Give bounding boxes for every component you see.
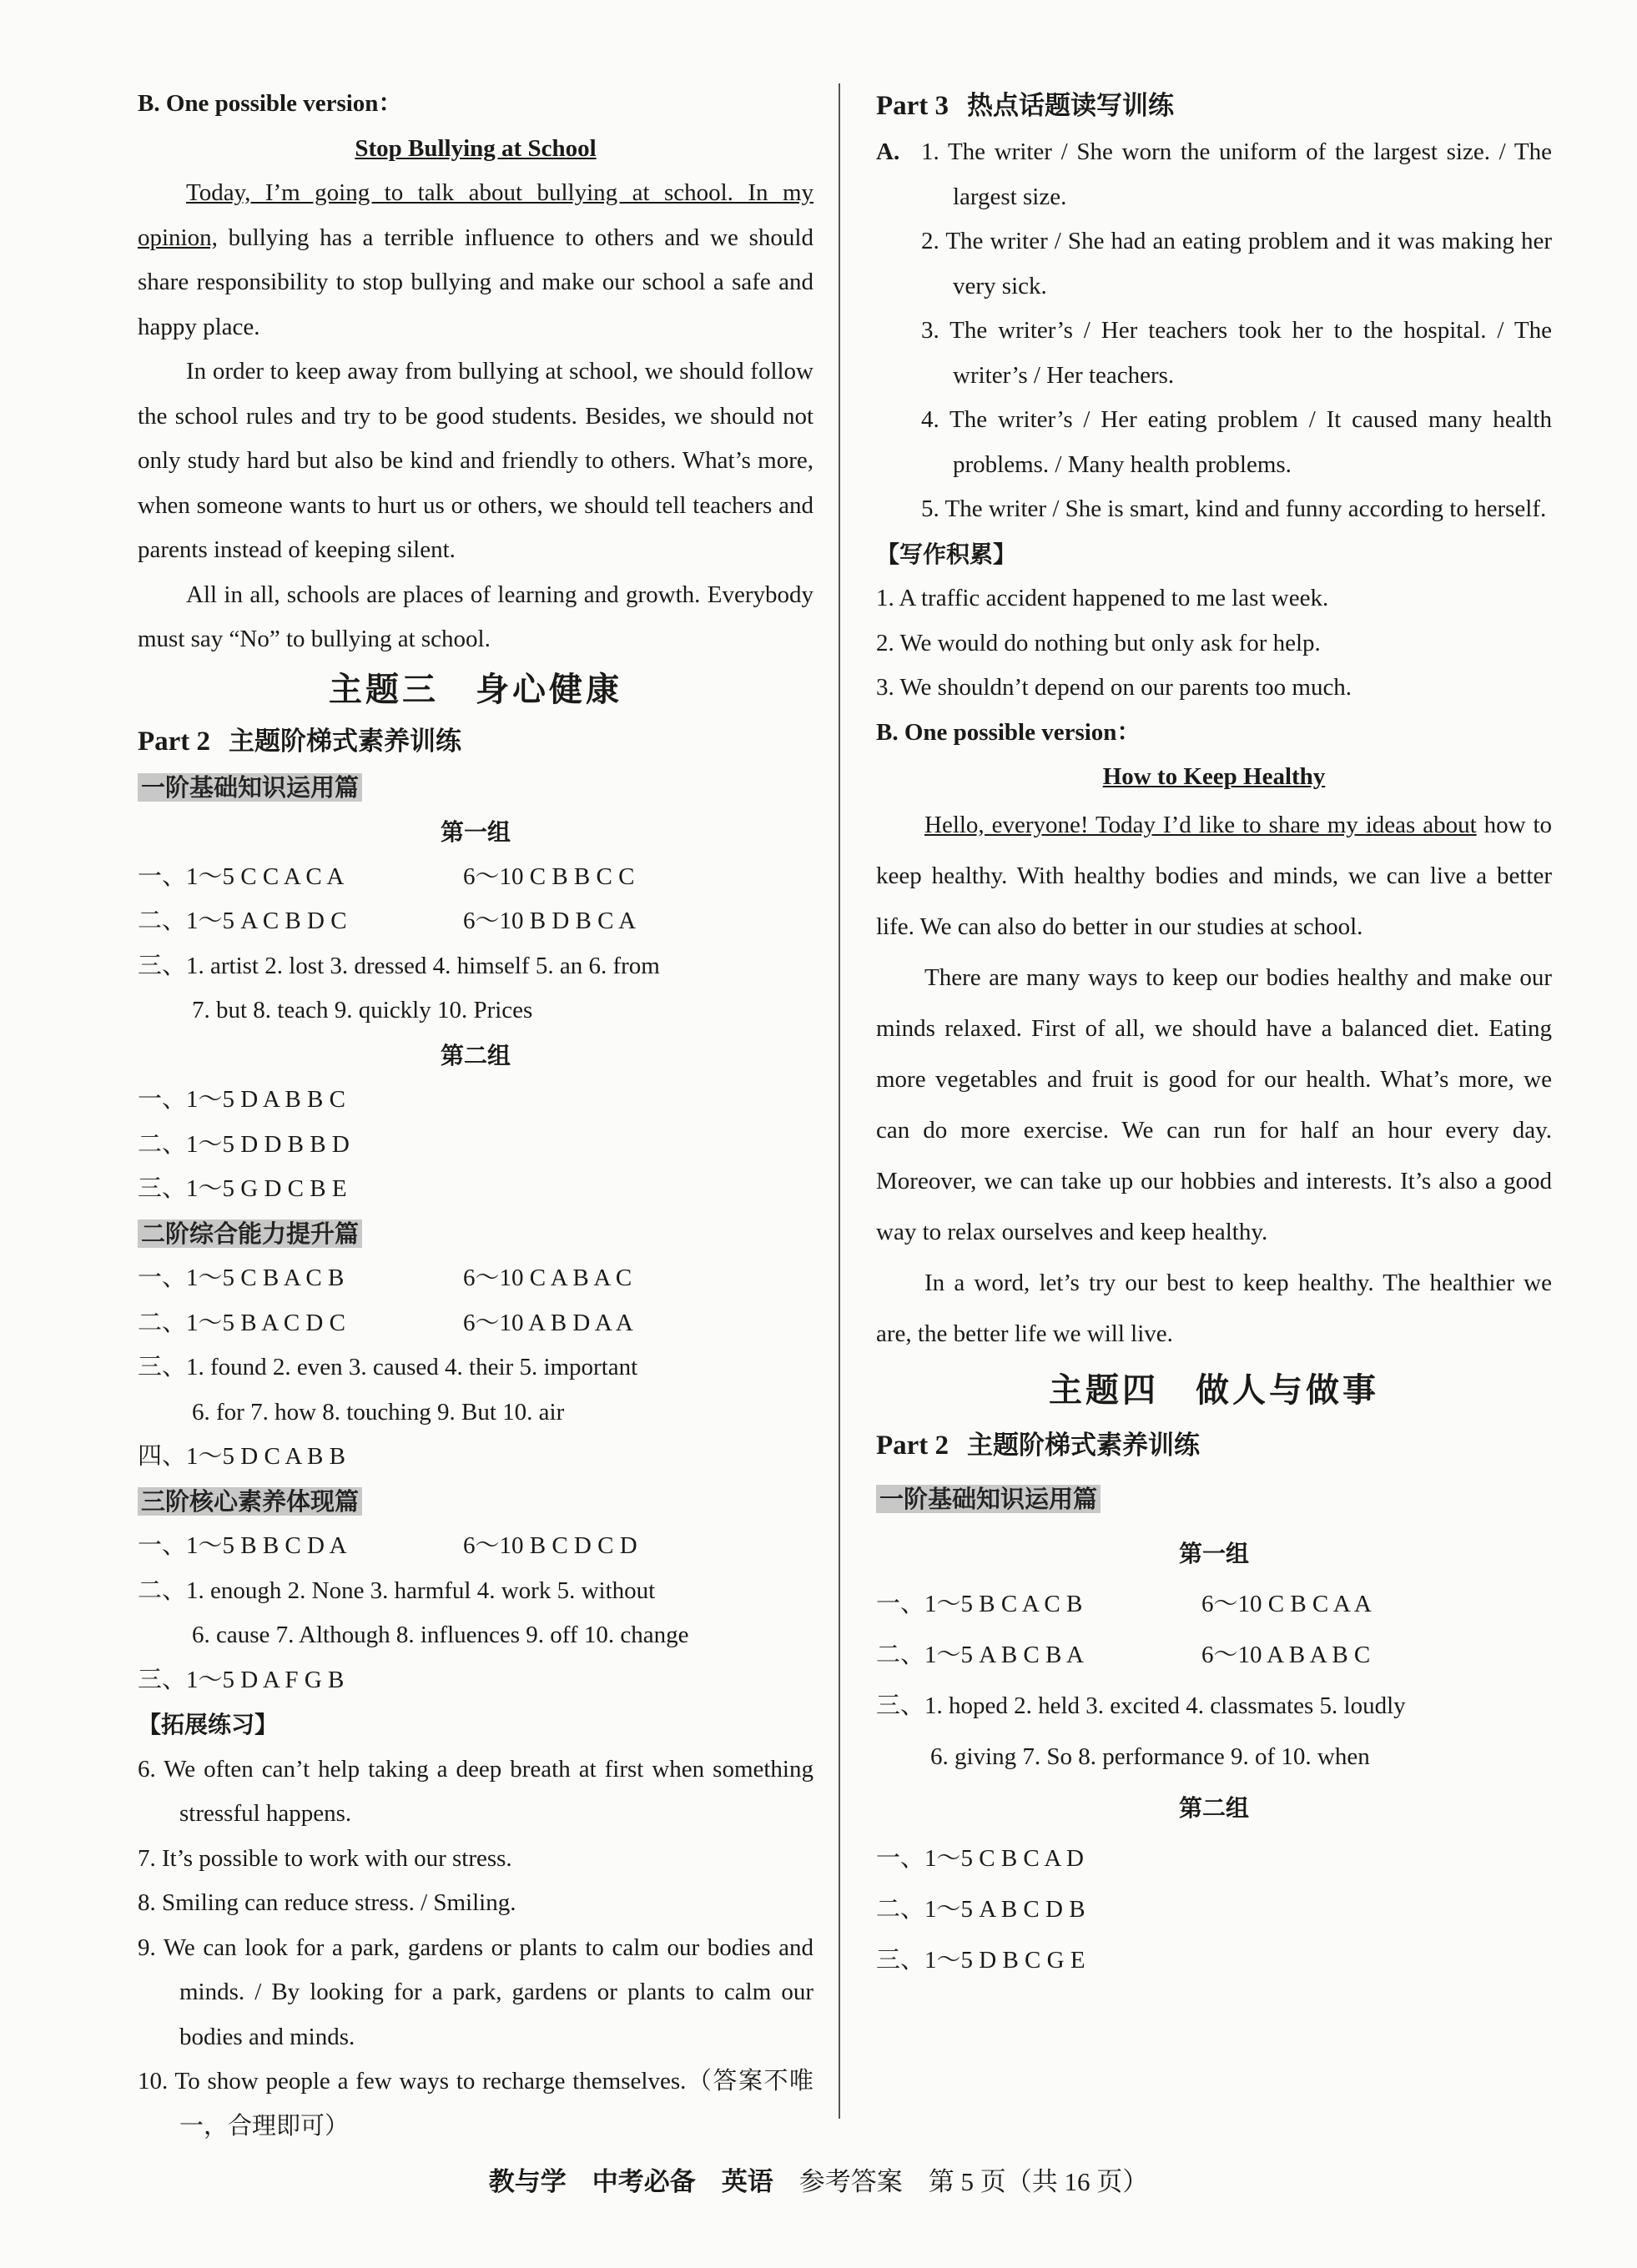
- level-heading: [138, 1212, 813, 1257]
- answer-row: 四、1～5 D C A B B: [138, 1443, 345, 1470]
- item-text: To show people a few ways to recharge themselves.（答案不唯一，合理即可）: [174, 2068, 813, 2140]
- part-label: Part 2: [138, 726, 211, 757]
- answer-row: [138, 855, 813, 900]
- item-text: The writer’s / Her eating problem / It caused many health problems. / Many health problems.: [949, 406, 1552, 478]
- extension-item: [138, 1926, 813, 2060]
- answer-part: 6～10 C A B A C: [463, 1265, 632, 1291]
- item-text: We can look for a park, gardens or plants to calm our bodies and minds. / By looking for a park, gardens or plants to calm our bodies and minds.: [163, 1934, 813, 2050]
- group-heading: 第一组: [440, 818, 511, 846]
- answer-row: 三、1. found 2. even 3. caused 4. their 5. important: [138, 1354, 638, 1380]
- a-item: [876, 219, 1552, 309]
- level-heading: [876, 1470, 1552, 1528]
- column-divider: [839, 83, 840, 2119]
- answer-row: 一、1～5 C B C A D: [876, 1844, 1084, 1872]
- answer-row: 二、1～5 A B C D B: [876, 1895, 1085, 1923]
- part-label: Part 2: [876, 1430, 949, 1461]
- extension-item: [138, 1837, 813, 1882]
- essay-title: Stop Bullying at School: [355, 134, 597, 162]
- level-label: 一阶基础知识运用篇: [876, 1485, 1101, 1513]
- essay-paragraph-1: [138, 171, 813, 350]
- item-text: The writer / She worn the uniform of the largest size. / The largest size.: [947, 138, 1552, 210]
- answer-row: 6. cause 7. Although 8. influences 9. off 10. change: [192, 1622, 689, 1648]
- answer-part: 6～10 B C D C D: [463, 1532, 637, 1559]
- item-number: 1.: [921, 138, 939, 165]
- a-item: [876, 309, 1552, 398]
- left-column: [138, 82, 813, 2149]
- answer-row: 7. but 8. teach 9. quickly 10. Prices: [192, 997, 533, 1023]
- right-column: [876, 82, 1552, 1986]
- answer-row: 二、1～5 D D B B D: [138, 1130, 350, 1158]
- group-heading: 第二组: [440, 1041, 511, 1069]
- section-a-label: A.: [876, 138, 900, 165]
- essay-title: How to Keep Healthy: [1102, 763, 1326, 790]
- answer-part: 6～10 B D B C A: [463, 908, 637, 934]
- extension-item: [138, 1748, 813, 1837]
- answer-row: 三、1～5 G D C B E: [138, 1175, 347, 1202]
- footer-page-info: 参考答案 第 5 页（共 16 页）: [798, 2167, 1149, 2196]
- answer-part: 一、1～5 C C A C A: [138, 862, 345, 890]
- part-heading: [876, 82, 1552, 130]
- section-b-label: B. One possible version：: [876, 718, 1141, 746]
- item-number: 6.: [138, 1755, 156, 1783]
- extension-label: 【拓展练习】: [138, 1711, 279, 1738]
- level-label: 三阶核心素养体现篇: [138, 1487, 362, 1516]
- writing-item: 3. We shouldn’t depend on our parents too much.: [876, 674, 1352, 701]
- essay-underlined-opening: Today, I’m going to talk about bullying at school. In my opinion,: [138, 179, 813, 251]
- page-footer: [0, 2160, 1637, 2198]
- answer-row: 三、1～5 D A F G B: [138, 1666, 345, 1693]
- topic-heading: 主题四 做人与做事: [1049, 1370, 1379, 1409]
- extension-item: [138, 2059, 813, 2149]
- level-heading: [138, 766, 813, 811]
- answer-part: 6～10 C B B C C: [463, 862, 635, 890]
- item-text: The writer’s / Her teachers took her to the hospital. / The writer’s / Her teachers.: [949, 317, 1552, 389]
- section-b-label: B. One possible version：: [138, 90, 403, 117]
- topic-heading: 主题三 身心健康: [329, 670, 622, 708]
- part-heading: [138, 717, 813, 766]
- item-text: It’s possible to work with our stress.: [162, 1844, 512, 1872]
- answer-row: 三、1～5 D B C G E: [876, 1946, 1085, 1974]
- part-heading: [876, 1421, 1552, 1470]
- answer-row: [876, 1630, 1552, 1681]
- answer-row: 二、1. enough 2. None 3. harmful 4. work 5. without: [138, 1577, 656, 1604]
- essay-underlined-opening: Hello, everyone! Today I’d like to share my ideas about: [924, 811, 1477, 838]
- answer-row: [876, 1579, 1552, 1630]
- level-label: 二阶综合能力提升篇: [138, 1219, 362, 1248]
- writing-label: 【写作积累】: [876, 540, 1017, 568]
- item-number: 3.: [921, 317, 939, 344]
- writing-item: 1. A traffic accident happened to me last week.: [876, 585, 1329, 611]
- item-text: The writer / She is smart, kind and funny according to herself.: [944, 495, 1547, 522]
- answer-part: 二、1～5 A C B D C: [138, 908, 347, 934]
- a-item: [876, 398, 1552, 487]
- item-text: The writer / She had an eating problem and it was making her very sick.: [945, 228, 1552, 299]
- item-number: 7.: [138, 1844, 156, 1872]
- answer-part: 6～10 A B A B C: [1201, 1641, 1371, 1668]
- answer-row: [138, 899, 813, 944]
- group-heading: 第二组: [1178, 1793, 1249, 1822]
- a-item: [876, 487, 1552, 532]
- writing-item: 2. We would do nothing but only ask for help.: [876, 629, 1321, 656]
- answer-row: 三、1. hoped 2. held 3. excited 4. classmates 5. loudly: [876, 1692, 1406, 1719]
- group-heading: 第一组: [1178, 1539, 1249, 1567]
- part-title: 主题阶梯式素养训练: [229, 726, 462, 757]
- item-number: 9.: [138, 1934, 156, 1961]
- answer-row: 一、1～5 D A B B C: [138, 1086, 345, 1113]
- item-text: Smiling can reduce stress. / Smiling.: [162, 1889, 516, 1916]
- item-number: 4.: [921, 406, 939, 433]
- answer-part: 二、1～5 A B C B A: [876, 1641, 1084, 1668]
- item-number: 5.: [921, 495, 939, 522]
- answer-row: 6. giving 7. So 8. performance 9. of 10. when: [930, 1742, 1370, 1770]
- answer-part: 一、1～5 B B C D A: [138, 1532, 347, 1559]
- answer-row: [138, 1301, 813, 1346]
- answer-part: 一、1～5 C B A C B: [138, 1265, 345, 1291]
- extension-item: [138, 1881, 813, 1926]
- answer-part: 6～10 A B D A A: [463, 1309, 633, 1336]
- answer-row: 6. for 7. how 8. touching 9. But 10. air: [192, 1398, 565, 1426]
- answer-row: [138, 1524, 813, 1569]
- a-item: [876, 130, 1552, 219]
- item-number: 10.: [138, 2068, 169, 2095]
- item-number: 2.: [921, 228, 939, 254]
- essay-paragraph-2: In order to keep away from bullying at school, we should follow the school rules and try to be good students. Besides, we should not only study hard but also be kind and friendly to others. What’s more, when someone wants to hurt us or others, we should tell teachers and parents instead of keeping silent.: [138, 358, 813, 563]
- level-heading: [138, 1480, 813, 1525]
- essay-paragraph-2: There are many ways to keep our bodies healthy and make our minds relaxed. First of all, we should have a balanced diet. Eating more vegetables and fruit is good for our health. What’s more, we can do more exercise. We can run for half an hour every day. Moreover, we can take up our hobbies and interests. It’s also a good way to relax ourselves and keep healthy.: [876, 963, 1552, 1245]
- essay-paragraph-1: [876, 800, 1552, 953]
- section-a: [876, 130, 1552, 532]
- part-title: 热点话题读写训练: [967, 91, 1175, 121]
- essay-paragraph-1-rest: bullying has a terrible influence to others and we should share responsibility to stop bullying and make our school a safe and happy place.: [138, 224, 813, 340]
- level-label: 一阶基础知识运用篇: [138, 773, 362, 802]
- essay-paragraph-1-rest: how to keep healthy. With healthy bodies and minds, we can live a better life. We can also do better in our studies at school.: [876, 811, 1553, 940]
- answer-part: 6～10 C B C A A: [1201, 1590, 1372, 1617]
- answer-part: 二、1～5 B A C D C: [138, 1309, 345, 1336]
- part-title: 主题阶梯式素养训练: [967, 1430, 1201, 1461]
- essay-paragraph-3: In a word, let’s try our best to keep healthy. The healthier we are, the better life we will live.: [876, 1269, 1552, 1347]
- footer-brand: 教与学 中考必备 英语: [488, 2167, 773, 2197]
- answer-part: 一、1～5 B C A C B: [876, 1590, 1083, 1617]
- answer-row: 三、1. artist 2. lost 3. dressed 4. himself 5. an 6. from: [138, 952, 660, 979]
- answer-row: [138, 1256, 813, 1301]
- part-label: Part 3: [876, 91, 949, 121]
- essay-paragraph-3: All in all, schools are places of learning and growth. Everybody must say “No” to bullying at school.: [138, 581, 813, 652]
- item-text: We often can’t help taking a deep breath at first when something stressful happens.: [164, 1755, 813, 1827]
- item-number: 8.: [138, 1889, 156, 1916]
